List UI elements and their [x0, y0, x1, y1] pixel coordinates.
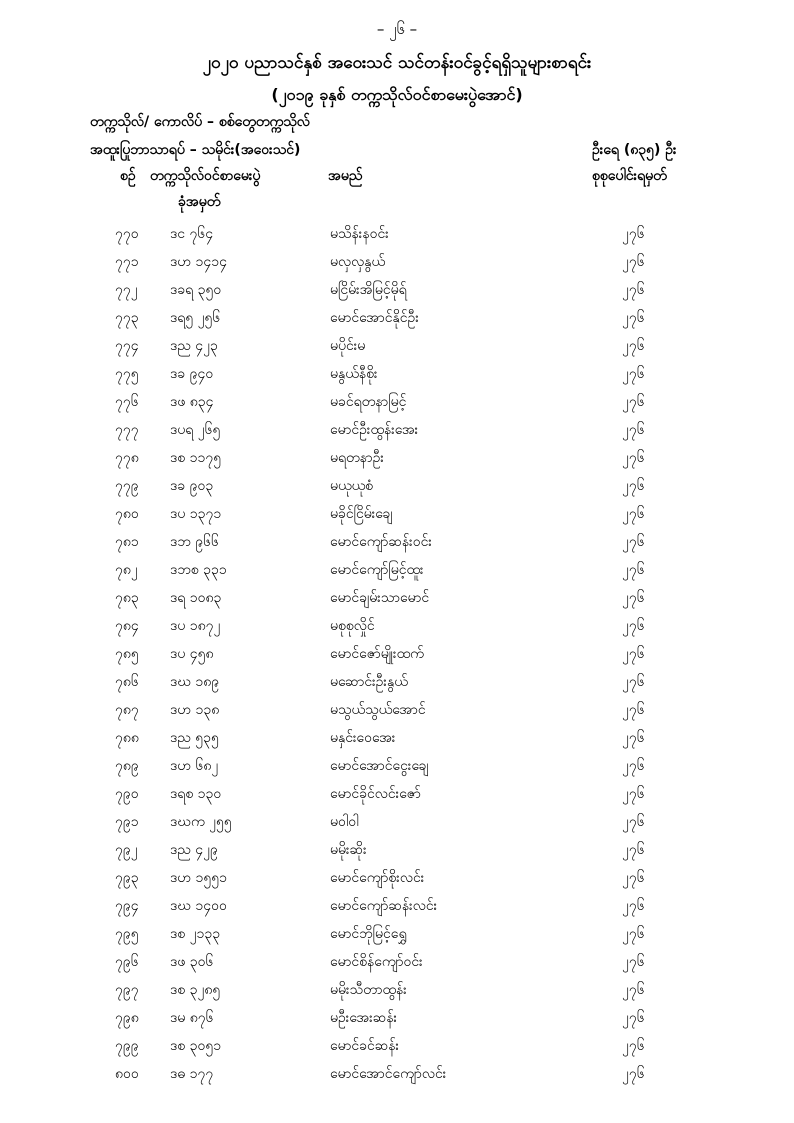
header-total: စုစုပေါင်းရမှတ်: [592, 168, 667, 184]
roll-number: ဒဃ ၁၄၀၀: [170, 898, 227, 914]
student-name: မနှင်းဝေအေး: [330, 730, 396, 746]
student-name: မနွယ်နီစိုး: [330, 366, 378, 382]
table-row: [0, 250, 794, 278]
total-count: ဦးရေ (၈၃၅) ဦး: [592, 142, 677, 158]
row-number: ၇၉၅: [115, 926, 139, 942]
total-marks: ၂၇၆: [622, 674, 645, 690]
roll-number: ဒခ ၉၀၃: [170, 478, 214, 494]
university-line: တက္ကသိုလ်/ ကောလိပ် – စစ်တွေတက္ကသိုလ်: [90, 114, 310, 130]
table-row: [0, 810, 794, 838]
table-row: [0, 950, 794, 978]
total-marks: ၂၇၆: [622, 898, 645, 914]
student-name: မဦးအေးဆန်း: [330, 1010, 398, 1026]
roll-number: ဒဟ ၁၅၅၁: [170, 870, 227, 886]
total-marks: ၂၇၆: [622, 1010, 645, 1026]
table-row: [0, 334, 794, 362]
table-row: [0, 362, 794, 390]
total-marks: ၂၇၆: [622, 534, 645, 550]
total-marks: ၂၇၆: [622, 562, 645, 578]
student-name: မောင်ခင်ဆန်း: [330, 1038, 400, 1054]
table-row: [0, 278, 794, 306]
roll-number: ဒဓ ၁၇၇: [170, 1066, 214, 1082]
table-row: [0, 418, 794, 446]
row-number: ၇၉၃: [115, 870, 139, 886]
student-name: မဆောင်းဦးနွယ်: [330, 674, 408, 690]
roll-number: ဒဖ ၈၃၄: [170, 394, 214, 410]
student-name: မောင်ဘိုမြင့်ရွှေ: [330, 926, 407, 942]
table-row: [0, 446, 794, 474]
roll-number: ဒဃက ၂၅၅: [170, 814, 232, 830]
student-name: မောင်ကျော်မြင့်ထူး: [330, 562, 424, 578]
row-number: ၇၉၁: [115, 814, 139, 830]
row-number: ၇၉၆: [115, 954, 139, 970]
roll-number: ဒဃ ၁၈၉: [170, 674, 220, 690]
row-number: ၇၇၉: [115, 478, 139, 494]
table-row: [0, 922, 794, 950]
total-marks: ၂၇၆: [622, 506, 645, 522]
roll-number: ဒစ ၁၁၇၅: [170, 450, 222, 466]
roll-number: ဒဟ ၆၈၂: [170, 758, 219, 774]
total-marks: ၂၇၆: [622, 618, 645, 634]
row-number: ၇၇၄: [115, 338, 139, 354]
row-number: ၇၈၃: [115, 590, 139, 606]
roll-number: ဒည ၄၂၃: [170, 338, 218, 354]
total-marks: ၂၇၆: [622, 590, 645, 606]
student-name: မပိုင်းမ: [330, 338, 366, 354]
total-marks: ၂၇၆: [622, 786, 645, 802]
student-name: မောင်ဇော်မျိုးထက်: [330, 646, 424, 662]
roll-number: ဒမ ၈၇၆: [170, 1010, 214, 1026]
roll-number: ဒပ ၁၃၇၁: [170, 506, 222, 522]
table-row: [0, 726, 794, 754]
row-number: ၇၇၀: [115, 226, 139, 242]
row-number: ၇၈၁: [115, 534, 139, 550]
major-line: အထူးပြုဘာသာရပ် – သမိုင်း(အဝေးသင်): [90, 142, 301, 158]
row-number: ၇၉၀: [115, 786, 139, 802]
table-row: [0, 782, 794, 810]
table-row: [0, 502, 794, 530]
roll-number: ဒရ ၁၀၈၃: [170, 590, 222, 606]
table-row: [0, 866, 794, 894]
row-number: ၇၈၈: [115, 730, 139, 746]
student-name: မစုစုလှိုင်: [330, 618, 375, 634]
student-name: မောင်စိန်ကျော်ဝင်း: [330, 954, 423, 970]
total-marks: ၂၇၆: [622, 1066, 645, 1082]
row-number: ၇၉၈: [115, 1010, 139, 1026]
table-row: [0, 558, 794, 586]
roll-number: ဒခရ ၃၅၀: [170, 282, 222, 298]
table-row: [0, 306, 794, 334]
roll-number: ဒင ၇၆၄: [170, 226, 214, 242]
row-number: ၈၀၀: [115, 1066, 139, 1082]
student-name: မသွယ်သွယ်အောင်: [330, 702, 426, 718]
row-number: ၇၇၂: [115, 282, 138, 298]
student-name: မလှလှနွယ်: [330, 254, 386, 270]
student-name: မောင်အောင်ကျော်လင်း: [330, 1066, 447, 1082]
document-subtitle: (၂၀၁၉ ခုနှစ် တက္ကသိုလ်ဝင်စာမေးပွဲအောင်): [271, 85, 523, 104]
roll-number: ဒဘစ ၃၃၁: [170, 562, 227, 578]
roll-number: ဒရစ ၁၃၀: [170, 786, 222, 802]
row-number: ၇၇၆: [115, 394, 139, 410]
table-row: [0, 698, 794, 726]
student-name: မောင်ချမ်းသာမောင်: [330, 590, 430, 606]
row-number: ၇၈၀: [115, 506, 139, 522]
total-marks: ၂၇၆: [622, 254, 645, 270]
total-marks: ၂၇၆: [622, 842, 645, 858]
row-number: ၇၈၅: [115, 646, 139, 662]
table-row: [0, 642, 794, 670]
student-name: မသိန်းနဝင်း: [330, 226, 389, 242]
roll-number: ဒစ ၂၁၃၃: [170, 926, 221, 942]
row-number: ၇၉၇: [115, 982, 139, 998]
row-number: ၇၈၉: [115, 758, 139, 774]
student-name: မမိုးသီတာထွန်း: [330, 982, 407, 998]
table-row: [0, 474, 794, 502]
roll-number: ဒပ ၄၅၈: [170, 646, 214, 662]
table-row: [0, 1006, 794, 1034]
student-name: မောင်အောင်နိုင်ဦး: [330, 310, 419, 326]
table-row: [0, 1034, 794, 1062]
table-row: [0, 222, 794, 250]
roll-number: ဒရ၅ ၂၅၆: [170, 310, 221, 326]
total-marks: ၂၇၆: [622, 338, 645, 354]
roll-number: ဒပရ ၂၆၅: [170, 422, 221, 438]
total-marks: ၂၇၆: [622, 310, 645, 326]
header-no: စဉ်: [120, 168, 136, 184]
roll-number: ဒဘ ၉၆၆: [170, 534, 219, 550]
total-marks: ၂၇၆: [622, 814, 645, 830]
table-row: [0, 894, 794, 922]
table-row: [0, 1062, 794, 1090]
student-name: မရတနာဦး: [330, 450, 384, 466]
total-marks: ၂၇၆: [622, 1038, 645, 1054]
roll-number: ဒည ၄၂၉: [170, 842, 218, 858]
table-row: [0, 614, 794, 642]
total-marks: ၂၇၆: [622, 226, 645, 242]
total-marks: ၂၇၆: [622, 282, 645, 298]
row-number: ၇၇၁: [115, 254, 139, 270]
row-number: ၇၇၈: [115, 450, 139, 466]
table-row: [0, 586, 794, 614]
student-name: မောင်အောင်ငွေးချေ: [330, 758, 429, 774]
total-marks: ၂၇၆: [622, 366, 645, 382]
row-number: ၇၇၅: [115, 366, 139, 382]
row-number: ၇၈၄: [115, 618, 139, 634]
student-name: မခိုင်ငြိမ်းချေ: [330, 506, 393, 522]
results-table: [0, 222, 794, 1090]
roll-number: ဒပ ၁၈၇၂: [170, 618, 221, 634]
roll-number: ဒဖ ၃၀၆: [170, 954, 214, 970]
student-name: မောင်ဦးထွန်းအေး: [330, 422, 419, 438]
student-name: မောင်ခိုင်လင်းဇော်: [330, 786, 421, 802]
row-number: ၇၉၉: [115, 1038, 139, 1054]
total-marks: ၂၇၆: [622, 870, 645, 886]
student-name: မငြိမ်းအိမြင့်မိုရ်: [330, 282, 407, 298]
page-number: – ၂၆ –: [376, 20, 418, 38]
total-marks: ၂၇၆: [622, 982, 645, 998]
row-number: ၇၈၇: [115, 702, 139, 718]
roll-number: ဒည ၅၃၅: [170, 730, 219, 746]
table-row: [0, 978, 794, 1006]
table-row: [0, 530, 794, 558]
student-name: မောင်ကျော်ဆန်းလင်း: [330, 898, 438, 914]
header-roll: တက္ကသိုလ်ဝင်စာမေးပွဲ: [150, 168, 261, 184]
row-number: ၇၇၇: [115, 422, 139, 438]
student-name: မယုယုစံ: [330, 478, 374, 494]
row-number: ၇၈၆: [115, 674, 139, 690]
total-marks: ၂၇၆: [622, 478, 645, 494]
row-number: ၇၇၃: [115, 310, 139, 326]
roll-number: ဒခ ၉၄၀: [170, 366, 214, 382]
header-name: အမည်: [328, 168, 363, 184]
table-row: [0, 670, 794, 698]
table-row: [0, 838, 794, 866]
student-name: မမိုးဆိုး: [330, 842, 367, 858]
student-name: မခင်ရတနာမြင့်: [330, 394, 407, 410]
total-marks: ၂၇၆: [622, 954, 645, 970]
row-number: ၇၉၄: [115, 898, 139, 914]
total-marks: ၂၇၆: [622, 394, 645, 410]
roll-number: ဒဟ ၁၃၈: [170, 702, 220, 718]
document-title: ၂၀၂၀ ပညာသင်နှစ် အဝေးသင် သင်တန်းဝင်ခွင့်ရရှိသူများစာရင်း: [202, 53, 592, 73]
total-marks: ၂၇၆: [622, 450, 645, 466]
row-number: ၇၈၂: [115, 562, 138, 578]
student-name: မဝါဝါ: [330, 814, 359, 830]
student-name: မောင်ကျော်စိုးလင်း: [330, 870, 425, 886]
header-roll-line2: ခုံအမှတ်: [178, 194, 221, 210]
row-number: ၇၉၂: [115, 842, 138, 858]
total-marks: ၂၇၆: [622, 730, 645, 746]
total-marks: ၂၇၆: [622, 422, 645, 438]
total-marks: ၂၇၆: [622, 926, 645, 942]
table-row: [0, 390, 794, 418]
roll-number: ဒစ ၃၂၈၅: [170, 982, 221, 998]
total-marks: ၂၇၆: [622, 702, 645, 718]
total-marks: ၂၇၆: [622, 646, 645, 662]
roll-number: ဒစ ၃၀၅၁: [170, 1038, 222, 1054]
student-name: မောင်ကျော်ဆန်းဝင်း: [330, 534, 432, 550]
total-marks: ၂၇၆: [622, 758, 645, 774]
roll-number: ဒဟ ၁၄၁၄: [170, 254, 227, 270]
table-row: [0, 754, 794, 782]
